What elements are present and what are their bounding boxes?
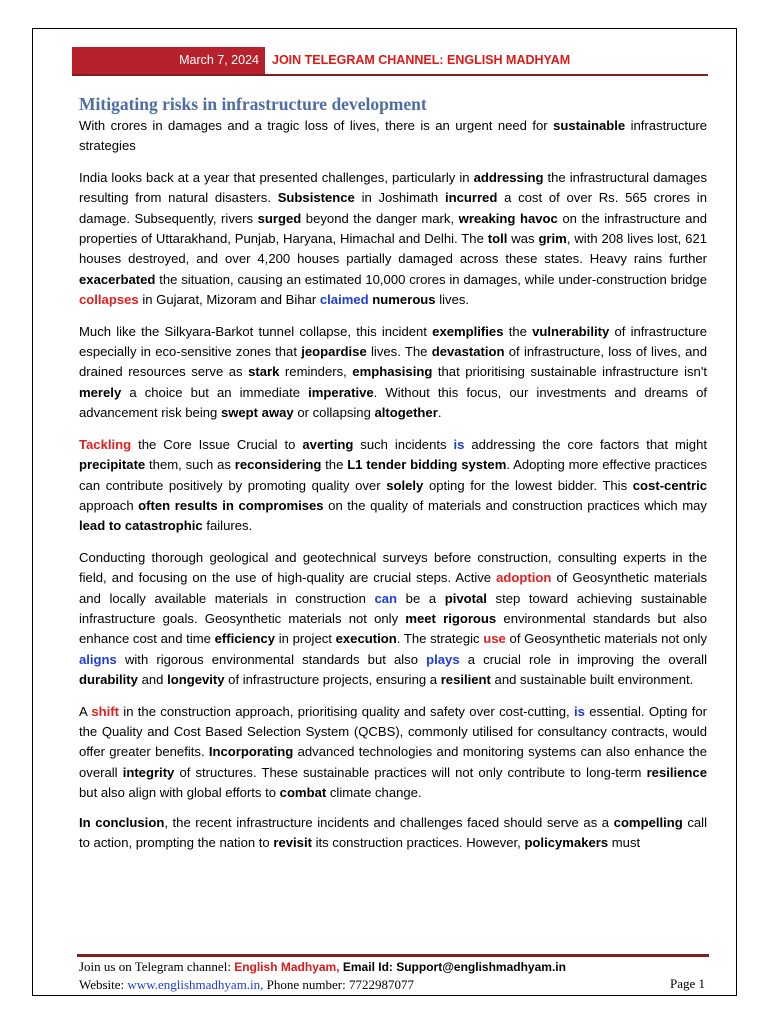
text-run: its construction practices. However, [311, 835, 525, 850]
highlight-blue: plays [426, 651, 460, 667]
bold-term: L1 tender bidding system [347, 457, 507, 473]
bold-term: efficiency [214, 631, 276, 647]
bold-term: exacerbated [79, 271, 156, 287]
text-run: of Geosynthetic materials and locally available materials in construction [79, 570, 707, 606]
text-run: the infrastructural damages resulting from natural disasters. [79, 169, 707, 206]
text-run: in Joshimath [354, 190, 445, 206]
footer-telegram-prefix: Join us on Telegram channel: [79, 959, 235, 974]
text-run: India looks back at a year that presented challenges, particularly in [79, 169, 474, 185]
bold-term: reconsidering [234, 457, 322, 473]
text-run: was [507, 231, 539, 247]
text-run: . Without this focus, our investments and dreams of advancement risk being [79, 384, 708, 421]
text-run: lives. The [366, 344, 432, 360]
bold-term: precipitate [79, 457, 146, 473]
text-run: . The strategic [396, 631, 484, 647]
text-run: With crores in damages and a tragic loss of lives, there is an urgent need for [79, 118, 554, 133]
article-paragraph [79, 813, 707, 854]
article-paragraph [79, 548, 707, 691]
text-run: of infrastructure, loss of lives, and drained resources serve as [79, 344, 707, 380]
text-run: that prioritising sustainable infrastructure isn't [432, 364, 707, 380]
text-run: failures. [202, 518, 253, 534]
bold-term: execution [335, 631, 397, 647]
bold-term: sustainable [553, 118, 626, 133]
footer [79, 958, 707, 994]
highlight-red: use [483, 631, 506, 647]
text-run: addressing the core factors that might [464, 436, 708, 452]
text-run: infrastructure strategies [79, 118, 707, 154]
bold-term: jeopardise [301, 344, 367, 360]
text-run: but also align with global efforts to [79, 785, 280, 801]
bold-term: often results in compromises [138, 497, 324, 513]
text-run: of Geosynthetic materials not only [505, 631, 707, 647]
header-rule [72, 74, 708, 76]
text-run: a cost of over Rs. 565 crores in damage. Subsequently, rivers [79, 190, 707, 226]
text-run: the situation, causing an estimated 10,000 crores in damages, while under-construction bridge [155, 271, 707, 287]
article-title: Mitigating risks in infrastructure development [79, 94, 427, 114]
article-paragraph [79, 435, 707, 537]
text-run: must [608, 835, 641, 850]
bold-term: devastation [431, 344, 505, 360]
text-run: step toward achieving sustainable infrastructure goals. Geosynthetic materials not only [79, 590, 707, 626]
text-run: such incidents [353, 436, 454, 452]
header-date: March 7, 2024 [72, 47, 265, 74]
highlight-red: shift [91, 703, 119, 719]
text-run: the [503, 323, 533, 339]
text-run: or collapsing [293, 405, 375, 421]
article-paragraph [79, 322, 707, 424]
bold-term: wreaking havoc [458, 210, 558, 226]
text-run: and sustainable built environment. [490, 672, 694, 688]
text-run: lives. [435, 292, 470, 308]
text-run: A [79, 703, 92, 719]
text-run: in project [275, 631, 336, 647]
text-run: a crucial role in improving the overall [459, 651, 707, 667]
text-run: and [137, 672, 168, 688]
footer-telegram-link[interactable]: English Madhyam, [234, 960, 340, 974]
footer-line-1 [79, 958, 707, 976]
bold-term: durability [79, 672, 138, 688]
text-run: in the construction approach, prioritising quality and safety over cost-cutting, [118, 703, 574, 719]
bold-term: integrity [122, 764, 175, 780]
bold-term: stark [248, 364, 280, 380]
text-run: climate change. [326, 785, 422, 801]
highlight-blue: claimed [319, 292, 369, 308]
text-run: on the infrastructure and properties of Uttarakhand, Punjab, Haryana, Himachal and Delhi. The [79, 210, 708, 247]
text-run: in Gujarat, Mizoram and Bihar [138, 292, 320, 308]
text-run: essential. Opting for the Quality and Cost Based Selection System (QCBS), commonly utilised for consultancy contracts, would offer greater benefits. [79, 703, 707, 760]
bold-term: policymakers [524, 835, 609, 850]
bold-term: addressing [473, 169, 544, 185]
text-run: beyond the danger mark, [301, 210, 459, 226]
highlight-blue: can [374, 590, 398, 606]
text-run: of infrastructure especially in eco-sensitive zones that [79, 323, 707, 360]
bold-term: averting [302, 436, 354, 452]
text-run: opting for the lowest bidder. This [423, 477, 633, 493]
text-run: advanced technologies and monitoring systems can also enhance the overall [79, 744, 707, 780]
bold-term: solely [386, 477, 424, 493]
footer-website-prefix: Website: [79, 977, 128, 992]
bold-term: Incorporating [208, 744, 294, 760]
article-subtitle [79, 116, 707, 157]
text-run: of structures. These sustainable practices will not only contribute to long-term [174, 764, 647, 780]
bold-term: numerous [372, 292, 436, 308]
highlight-red: Tackling [79, 436, 132, 452]
text-run: reminders, [279, 364, 353, 380]
footer-rule [77, 954, 709, 957]
bold-term: In conclusion [79, 814, 165, 830]
text-run: . [437, 405, 442, 421]
text-run: , the recent infrastructure incidents and challenges faced should serve as a [164, 814, 614, 830]
bold-term: imperative [308, 384, 374, 400]
bold-term: toll [487, 231, 508, 247]
bold-term: surged [257, 210, 302, 226]
page-number: Page 1 [669, 976, 705, 991]
footer-email: Email Id: Support@englishmadhyam.in [339, 960, 566, 974]
bold-term: grim [538, 231, 567, 247]
highlight-red: adoption [496, 570, 552, 586]
text-run: call to action, prompting the nation to [79, 814, 707, 850]
footer-phone: Phone number: 7722987077 [263, 977, 414, 992]
text-run: the [321, 457, 348, 473]
bold-term: altogether [374, 405, 438, 421]
text-run: environmental standards but also enhance cost and time [79, 610, 707, 647]
text-run: of infrastructure projects, ensuring a [224, 672, 441, 688]
bold-term: revisit [273, 835, 312, 850]
header-bar [72, 47, 708, 76]
text-run: the Core Issue Crucial to [131, 436, 303, 452]
bold-term: emphasising [352, 364, 433, 380]
text-run: . Adopting more effective practices can contribute positively by promoting quality over [79, 457, 707, 493]
bold-term: lead to catastrophic [79, 518, 203, 534]
bold-term: compelling [613, 814, 683, 830]
bold-term: cost-centric [632, 477, 707, 493]
article-body [79, 116, 707, 853]
bold-term: longevity [167, 672, 225, 688]
text-run: on the quality of materials and construction practices which may [323, 497, 707, 513]
text-run: a choice but an immediate [121, 384, 309, 400]
text-run: , with 208 lives lost, 621 houses destroyed, and over 4,200 houses partially damaged across these states. Heavy rains further [79, 231, 708, 267]
bold-term: resilience [646, 764, 707, 780]
bold-term: pivotal [444, 590, 487, 606]
footer-website-link[interactable]: www.englishmadhyam.in, [127, 977, 264, 992]
bold-term: meet rigorous [405, 610, 497, 626]
highlight-blue: is [453, 436, 465, 452]
bold-term: combat [279, 785, 327, 801]
bold-term: vulnerability [532, 323, 610, 339]
text-run: approach [79, 497, 139, 513]
highlight-red: collapses [79, 292, 139, 308]
bold-term: exemplifies [432, 323, 504, 339]
text-run: Much like the Silkyara-Barkot tunnel collapse, this incident [79, 323, 433, 339]
text-run: with rigorous environmental standards but also [116, 651, 427, 667]
article-paragraph [79, 168, 707, 311]
bold-term: Subsistence [277, 190, 355, 206]
bold-term: resilient [440, 672, 491, 688]
bold-term: merely [79, 384, 122, 400]
bold-term: swept away [220, 405, 294, 421]
highlight-blue: aligns [79, 651, 117, 667]
bold-term: incurred [444, 190, 498, 206]
text-run: them, such as [145, 457, 235, 473]
footer-line-2 [79, 976, 707, 994]
text-run: Conducting thorough geological and geotechnical surveys before construction, consulting experts in the field, and focusing on the use of high-quality are crucial steps. Active [79, 549, 707, 586]
highlight-blue: is [573, 703, 585, 719]
text-run: be a [397, 590, 445, 606]
header-channel-text: JOIN TELEGRAM CHANNEL: ENGLISH MADHYAM [272, 53, 571, 67]
article-paragraph [79, 702, 707, 804]
